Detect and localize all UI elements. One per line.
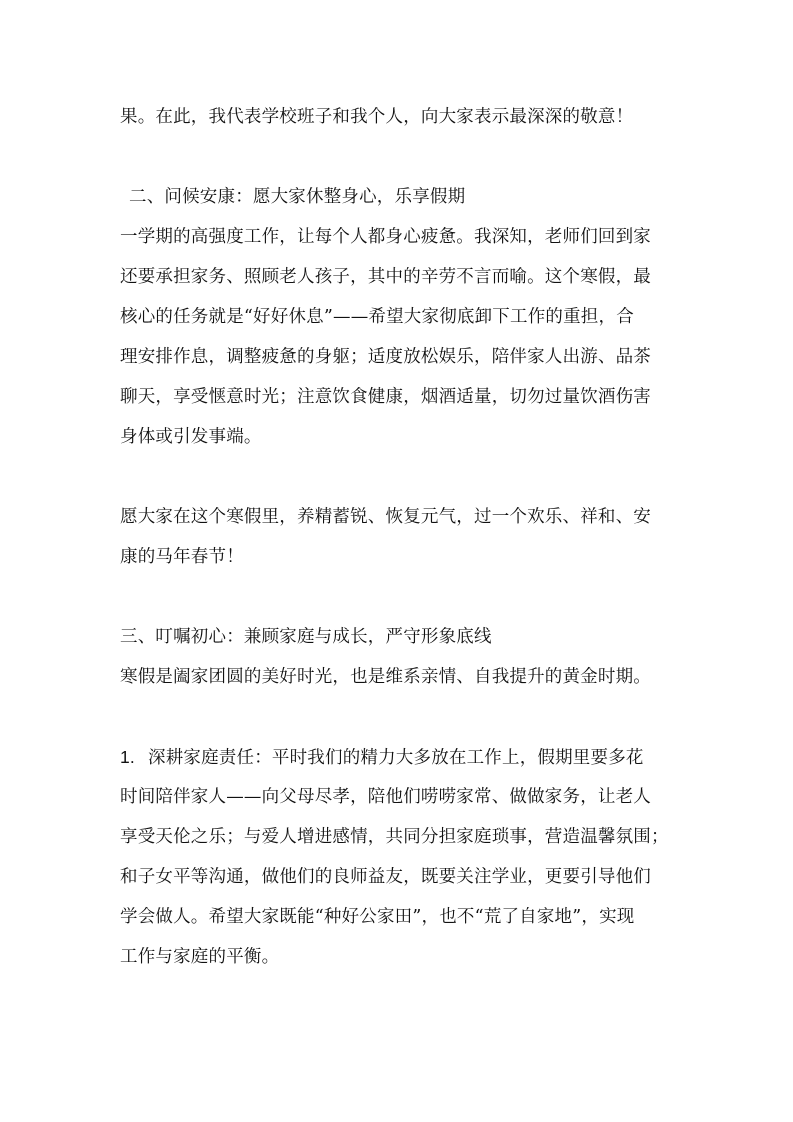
- list-item-line: 享受天伦之乐；与爱人增进感情，共同分担家庭琐事，营造温馨氛围；: [120, 827, 669, 847]
- paragraph-line: 聊天，享受惬意时光；注意饮食健康，烟酒适量，切勿过量饮酒伤害: [120, 387, 651, 407]
- list-number: 1.: [120, 747, 135, 767]
- spacer: [120, 577, 680, 617]
- paragraph-line: 还要承担家务、照顾老人孩子，其中的辛劳不言而喻。这个寒假，最: [120, 267, 651, 287]
- spacer: [120, 457, 680, 497]
- list-item-line: 学会做人。希望大家既能“种好公家田”，也不“荒了自家地”，实现: [120, 907, 635, 927]
- list-item-line: 时间陪伴家人——向父母尽孝，陪他们唠唠家常、做做家务，让老人: [120, 787, 651, 807]
- section3-heading: 三、叮嘱初心：兼顾家庭与成长，严守形象底线: [120, 627, 492, 647]
- section3-intro: 寒假是阖家团圆的美好时光，也是维系亲情、自我提升的黄金时期。: [120, 667, 651, 687]
- list-item-line: 工作与家庭的平衡。: [120, 947, 280, 967]
- paragraph-line: 核心的任务就是“好好休息”——希望大家彻底卸下工作的重担，合: [120, 307, 634, 327]
- spacer: [120, 137, 680, 177]
- paragraph-line: 理安排作息，调整疲惫的身躯；适度放松娱乐，陪伴家人出游、品茶: [120, 347, 651, 367]
- paragraph-line: 身体或引发事端。: [120, 427, 262, 447]
- section2-heading: 二、问候安康：愿大家休整身心，乐享假期: [129, 187, 466, 207]
- list-item-first-line: [120, 737, 680, 777]
- section3-list-item-1: [120, 737, 680, 977]
- list-item-line: 和子女平等沟通，做他们的良师益友，既要关注学业，更要引导他们: [120, 867, 651, 887]
- section2-wish: [120, 497, 680, 577]
- section2-paragraph: [120, 217, 680, 457]
- document-body: [120, 97, 680, 977]
- spacer: [120, 697, 680, 737]
- paragraph-line: 一学期的高强度工作，让每个人都身心疲惫。我深知，老师们回到家: [120, 227, 651, 247]
- intro-tail-line: 果。在此，我代表学校班子和我个人，向大家表示最深深的敬意！: [120, 107, 634, 127]
- wish-line: 愿大家在这个寒假里，养精蓄锐、恢复元气，过一个欢乐、祥和、安: [120, 507, 651, 527]
- list-item-text: 深耕家庭责任：平时我们的精力大多放在工作上，假期里要多花: [148, 748, 644, 768]
- wish-line: 康的马年春节！: [120, 547, 244, 567]
